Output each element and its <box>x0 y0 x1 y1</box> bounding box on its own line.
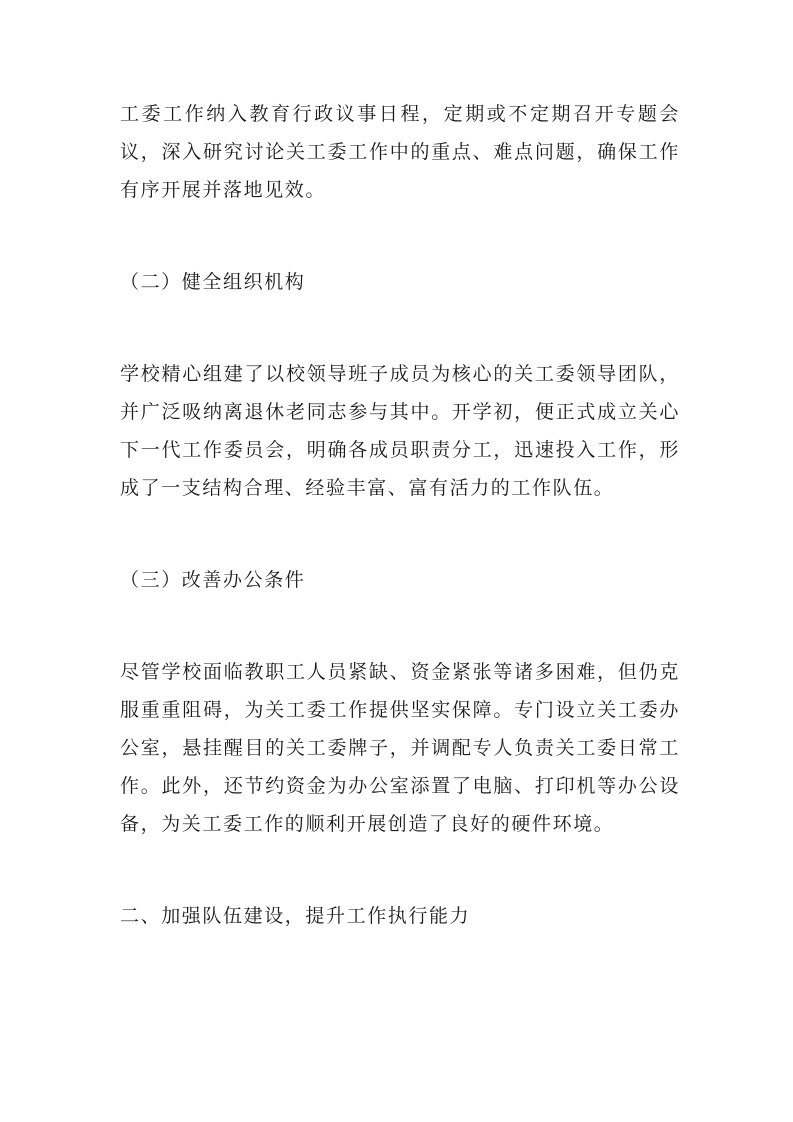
paragraph-organization: 学校精心组建了以校领导班子成员为核心的关工委领导团队，并广泛吸纳离退休老同志参与其中。开学初，便正式成立关心下一代工作委员会，明确各成员职责分工，迅速投入工作，形成了一支结构合理、经验丰富、富有活力的工作队伍。 <box>120 363 680 499</box>
heading-organization: （二）健全组织机构 <box>120 271 306 293</box>
heading-team-building: 二、加强队伍建设，提升工作执行能力 <box>120 905 471 927</box>
heading-office-conditions: （三）改善办公条件 <box>120 569 306 591</box>
paragraph-office-conditions: 尽管学校面临教职工人员紧缺、资金紧张等诸多困难，但仍克服重重阻碍，为关工委工作提供坚实保障。专门设立关工委办公室，悬挂醒目的关工委牌子，并调配专人负责关工委日常工作。此外，还节约资金为办公室添置了电脑、打印机等办公设备，为关工委工作的顺利开展创造了良好的硬件环境。 <box>120 661 680 835</box>
paragraph-agenda: 工委工作纳入教育行政议事日程，定期或不定期召开专题会议，深入研究讨论关工委工作中的重点、难点问题，确保工作有序开展并落地见效。 <box>120 103 680 201</box>
document-body <box>120 95 680 935</box>
